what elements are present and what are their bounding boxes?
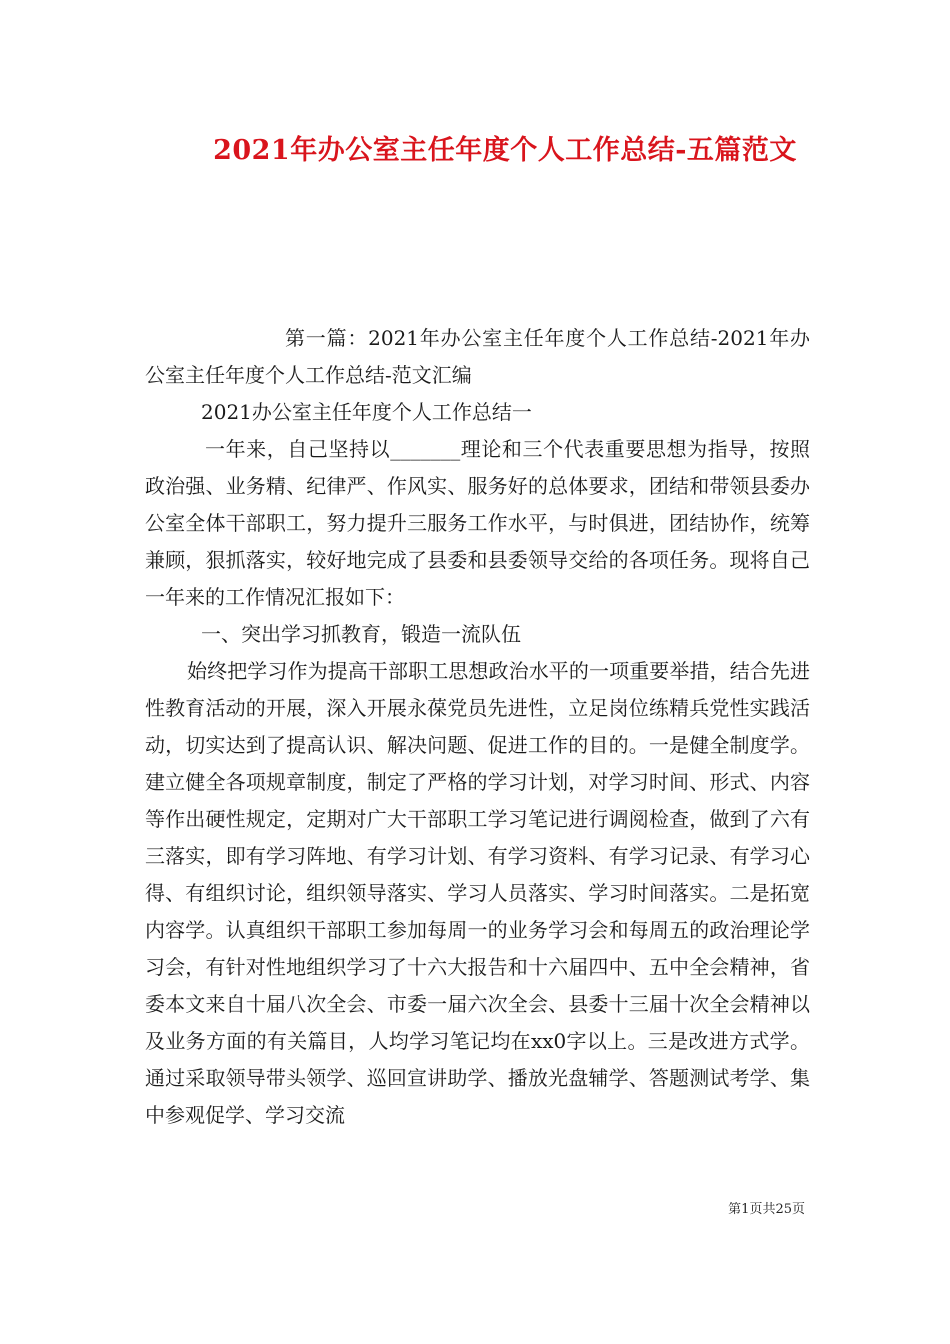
body-paragraph: 始终把学习作为提高干部职工思想政治水平的一项重要举措，结合先进性教育活动的开展，深入开展永葆党员先进性，立足岗位练精兵党性实践活动，切实达到了提高认识、解决问题、促进工作的目的。一是健全制度学。建立健全各项规章制度，制定了严格的学习计划，对学习时间、形式、内容等作出硬性规定，定期对广大干部职工学习笔记进行调阅检查，做到了六有三落实，即有学习阵地、有学习计划、有学习资料、有学习记录、有学习心得、有组织讨论，组织领导落实、学习人员落实、学习时间落实。二是拓宽内容学。认真组织干部职工参加每周一的业务学习会和每周五的政治理论学习会，有针对性地组织学习了十六大报告和十六届四中、五中全会精神，省委本文来自十届八次全会、市委一届六次全会、县委十三届十次全会精神以及业务方面的有关篇目，人均学习笔记均在xx0字以上。三是改进方式学。通过采取领导带头领学、巡回宣讲助学、播放光盘辅学、答题测试考学、集中参观促学、学习交流: [145, 659, 810, 1127]
document-title: 2021年办公室主任年度个人工作总结-五篇范文: [213, 135, 797, 166]
document-body: [145, 320, 810, 1134]
page-number: 第1页共25页: [728, 1202, 805, 1217]
chapter-heading: 第一篇：2021年办公室主任年度个人工作总结-2021年办公室主任年度个人工作总结-范文汇编: [145, 326, 810, 387]
section-heading: 一、突出学习抓教育，锻造一流队伍: [201, 622, 521, 646]
section-subtitle: 2021办公室主任年度个人工作总结一: [201, 400, 532, 424]
body-paragraph: 一年来，自己坚持以_______理论和三个代表重要思想为指导，按照政治强、业务精、纪律严、作风实、服务好的总体要求，团结和带领县委办公室全体干部职工，努力提升三服务工作水平，与时俱进，团结协作，统筹兼顾，狠抓落实，较好地完成了县委和县委领导交给的各项任务。现将自己一年来的工作情况汇报如下：: [145, 437, 810, 609]
